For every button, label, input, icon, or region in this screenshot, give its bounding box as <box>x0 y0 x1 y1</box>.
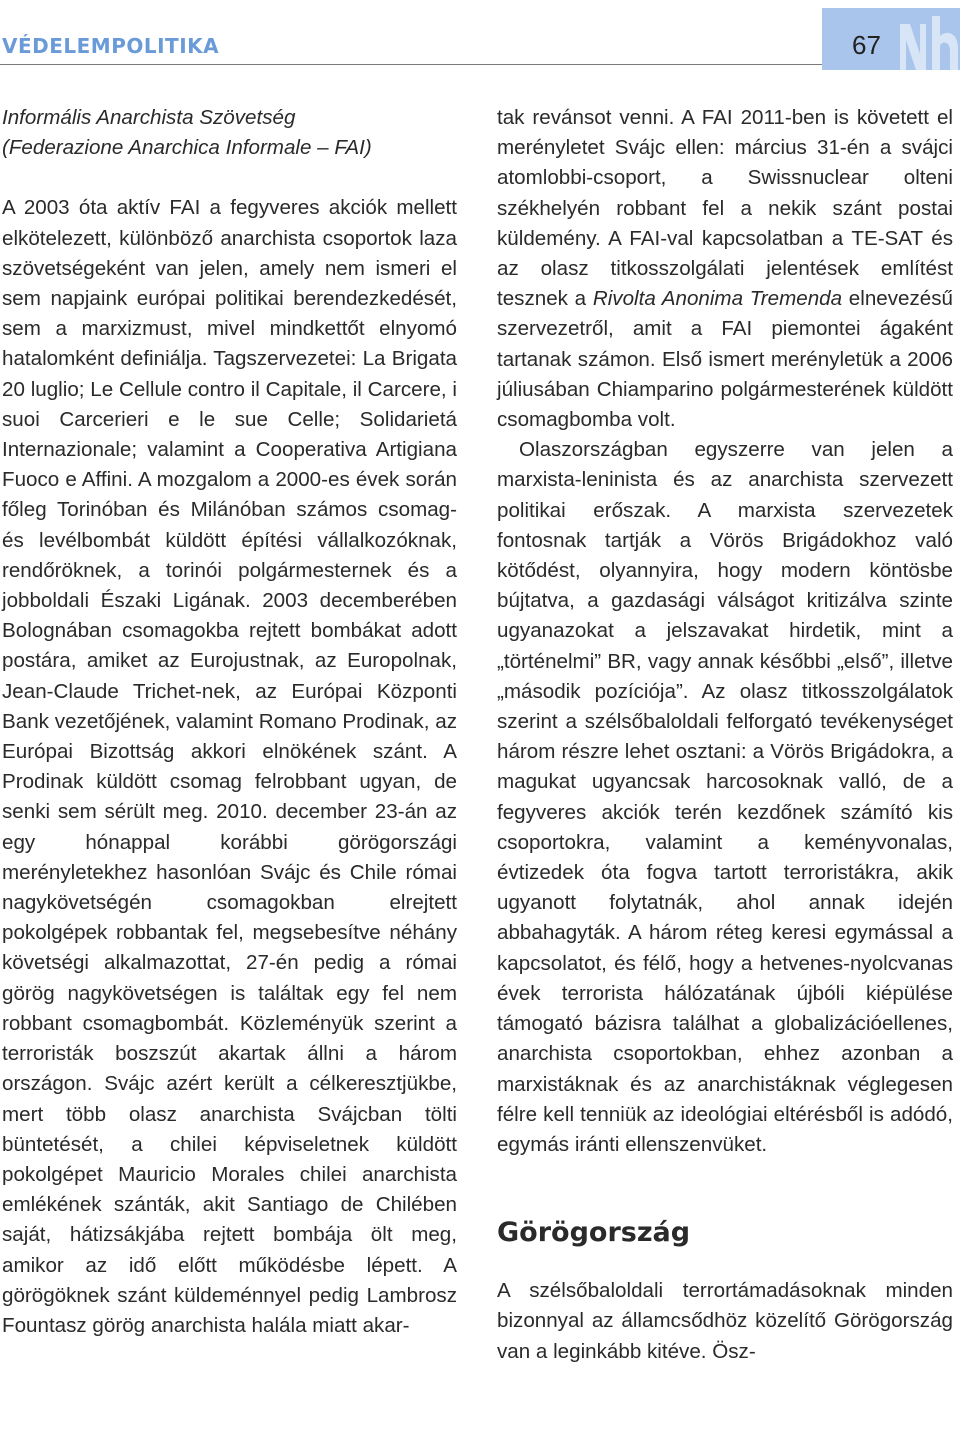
subtitle-line-1: Informális Anarchista Szövetség <box>2 106 296 129</box>
article-subtitle <box>2 103 457 163</box>
right-paragraph-2: Olaszországban egyszerre van jelen a marxista-leninista és az anarchista szervezett politikai erőszak. A marxista szervezetek fontosnak tartják a Vörös Brigádokhoz való kötődést, olyannyira, hogy modern köntösbe bújtatva, a gazdasági válságot kritizálva szinte ugyanazokat a jelszavakat hirdetik, mint a „történelmi” BR, vagy annak későbbi „első”, illetve „második pozíciója”. Az olasz titkosszolgálatok szerint a szélsőbaloldali felforgató tevékenységet három részre lehet osztani: a Vörös Brigádokra, a magukat ugyancsak harcosoknak valló, de a fegyveres akciók terén kezdőnek számító kis csoportokra, valamint a keményvonalas, évtizedek óta fogva tartott terroristákra, akik ugyanott folytatnák, ahol annak idején abbahagyták. A három réteg keresi egymással a kapcsolatot, és félő, hogy a hetvenes-nyolcvanas évek terrorista hálózatának újbóli kiépülése támogató bázisra találhat a globalizációellenes, anarchista csoportokban, ehhez azonban a marxistáknak és az anarchistáknak véglegesen félre kell tenniük az ideológiai eltérésből is adódó, egymás iránti ellenszenvüket. <box>497 438 953 1156</box>
right-column <box>497 103 953 1367</box>
section-heading: Görögország <box>497 1217 691 1249</box>
right-paragraph-3: A szélsőbaloldali terrortámadásoknak minden bizonnyal az államcsődhöz közelítő Görögország van a leginkább kitéve. Ösz- <box>497 1279 953 1363</box>
right-paragraph-1 <box>497 103 953 435</box>
page-number: 67 <box>852 30 881 60</box>
nb-logo-icon <box>898 14 960 70</box>
paragraph-1-text-a: tak revánsot venni. A FAI 2011-ben is követett el merényletet Svájc ellen: március 31-én a svájci atomlobbi-csoport, a Swissnuclear olteni székhelyén robbant fel a nekik szánt postai küldemény. A FAI-val kapcsolatban a TE-SAT és az olasz titkosszolgálati jelentések említést tesznek a <box>497 106 953 311</box>
section-label: VÉDELEMPOLITIKA <box>2 34 220 58</box>
paragraph-1-text-b: elnevezésű szervezetről, amit a FAI piemontei ágaként tartanak számon. Első ismert merényletük a 2006 júliusában Chiamparino polgármesterének küldött csomagbomba volt. <box>497 287 953 432</box>
left-column <box>2 103 457 1341</box>
header-rule <box>0 64 822 65</box>
subtitle-line-2: (Federazione Anarchica Informale – FAI) <box>2 136 372 160</box>
page-badge <box>822 8 960 70</box>
organization-name-italic: Rivolta Anonima Tremenda <box>592 287 843 311</box>
left-body-paragraph: A 2003 óta aktív FAI a fegyveres akciók mellett elkötelezett, különböző anarchista csoportok laza szövetségeként van jelen, amely nem ismeri el sem napjaink európai politikai berendezkedését, sem a marxizmust, mivel mindkettőt elnyomó hatalomként definiálja. Tagszervezetei: La Brigata 20 luglio; Le Cellule contro il Capitale, il Carcere, i suoi Carcerieri e le sue Celle; Solidarietá Internazionale; valamint a Cooperativa Artigiana Fuoco e Affini. A mozgalom a 2000-es évek során főleg Torinóban és Milánóban számos csomag- és levélbombát küldött építési vállalkozóknak, rendőröknek, a torinói polgármesternek és a jobboldali Északi Ligának. 2003 decemberében Bolognában csomagokba rejtett bombákat adott postára, amiket az Eurojustnak, az Europolnak, Jean-Claude Trichet-nek, az Európai Központi Bank vezetőjének, valamint Romano Prodinak, az Európai Bizottság akkori elnökének szánt. A Prodinak küldött csomag felrobbant ugyan, de senki sem sérült meg. 2010. december 23-án az egy hónappal korábbi görögországi merényletekhez hasonlóan Svájc és Chile római nagykövetségén csomagokban elrejtett pokolgépek robbantak fel, megsebesítve néhány követségi alkalmazottat, 27-én pedig a római görög nagykövetségen is találtak egy fel nem robbant csomagbombát. Közleményük szerint a terroristák boszszút akartak állni a három országon. Svájc azért került a célkeresztjükbe, mert több olasz anarchista Svájcban tölti büntetését, a chilei képviseletnek küldött pokolgépet Mauricio Morales chilei anarchista emlékének szánták, akit Santiago de Chilében saját, hátizsákjába rejtett bombája ölt meg, amikor az idő előtt működésbe lépett. A görögöknek szánt küldeménnyel pedig Lambrosz Fountasz görög anarchista halála miatt akar- <box>2 196 457 1337</box>
